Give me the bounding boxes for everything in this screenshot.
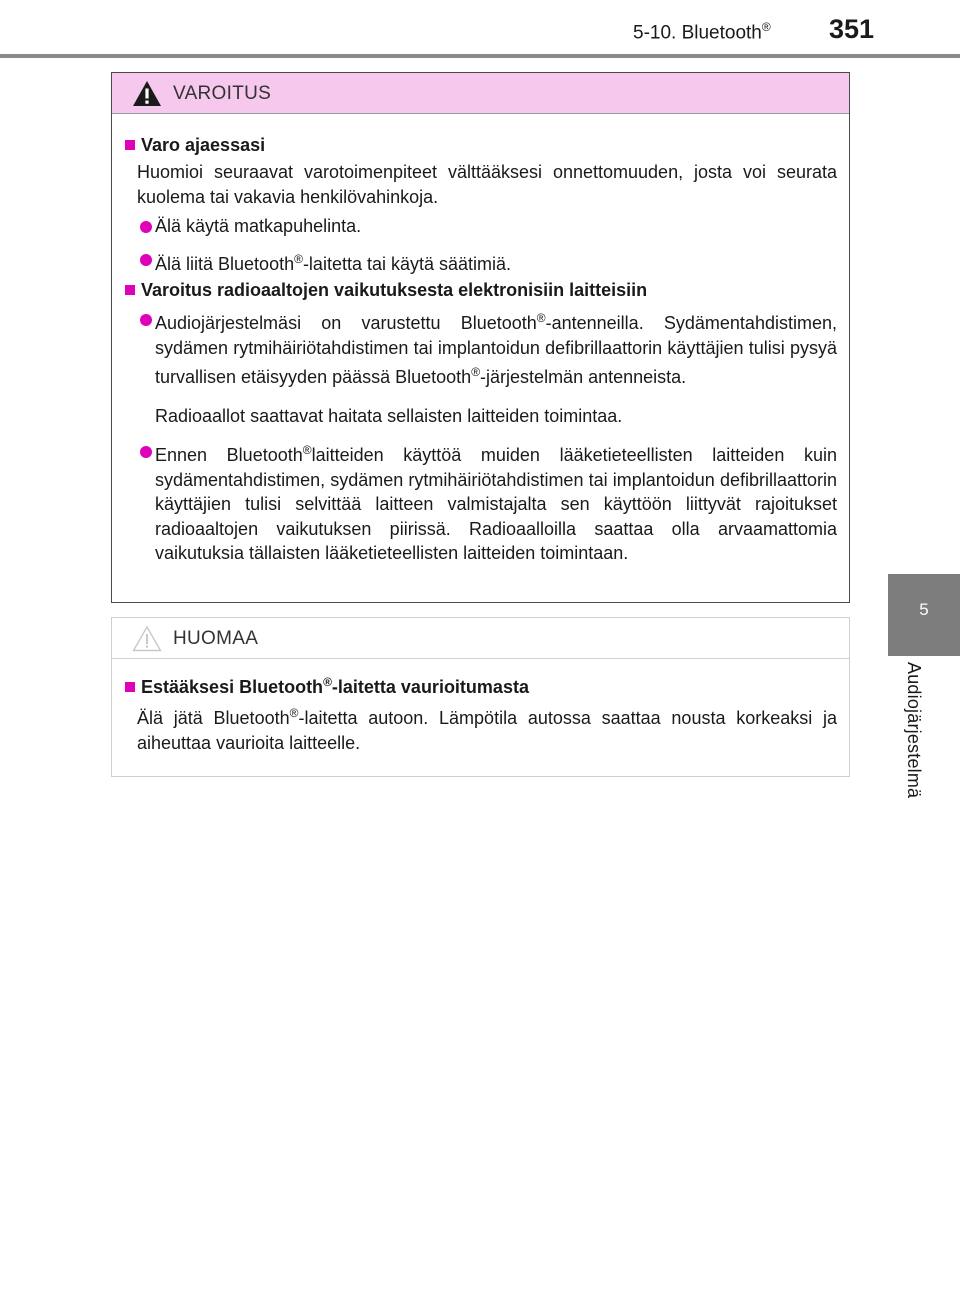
round-bullet-icon <box>140 314 152 326</box>
warning-bullet-phone: Älä käytä matkapuhelinta. <box>155 216 362 236</box>
chapter-tab <box>888 574 960 656</box>
registered-mark: ® <box>761 20 771 34</box>
round-bullet-icon <box>140 254 152 266</box>
section-title: 5-10. Bluetooth <box>633 22 762 44</box>
caution-triangle-outline-icon <box>132 625 162 652</box>
page-number: 351 <box>829 14 875 44</box>
running-header-section <box>633 20 771 44</box>
square-bullet-icon <box>125 285 135 295</box>
warning-topic-radio: Varoitus radioaaltojen vaikutuksesta elektronisiin laitteisiin <box>125 280 647 301</box>
warning-bullet-medical: Ennen Bluetooth®laitteiden käyttöä muiden lääketieteellisten laitteiden kuin sydämentahdistimen, sydämen rytmihäiriötahdistimen tai implantoidun defibrillaattorin käyttäjien tulisi selvittää laitteen valmistajalta sen käyttöön liittyvät rajoitukset radioaaltojen vaikutuksen piirissä. Radioaalloilla saattaa olla arvaamattomia vaikutuksia tällaisten lääketieteellisten laitteiden toimintaan. <box>155 443 837 563</box>
notice-title: HUOMAA <box>173 628 259 649</box>
warning-triangle-icon <box>132 80 162 107</box>
notice-topic: Estääksesi Bluetooth®-laitetta vaurioitumasta <box>125 675 529 698</box>
warning-bullet-pacemaker-note: Radioaallot saattavat haitata sellaisten laitteiden toimintaa. <box>155 406 623 426</box>
warning-bullet-connect: Älä liitä Bluetooth®-laitetta tai käytä säätimiä. <box>155 252 512 274</box>
notice-header <box>112 618 849 659</box>
header-rule <box>0 54 960 58</box>
warning-topic-driving: Varo ajaessasi <box>125 135 265 156</box>
square-bullet-icon <box>125 682 135 692</box>
square-bullet-icon <box>125 140 135 150</box>
chapter-number: 5 <box>919 600 929 619</box>
warning-topic-driving-text: Huomioi seuraavat varotoimenpiteet välttääksesi onnettomuuden, josta voi seurata kuolema tai vakavia henkilövahinkoja. <box>137 162 837 207</box>
warning-box <box>111 72 850 603</box>
warning-title: VAROITUS <box>173 83 272 104</box>
warning-bullet-pacemaker: Audiojärjestelmäsi on varustettu Bluetooth®-antenneilla. Sydämentahdistimen, sydämen rytmihäiriötahdistimen tai implantoidun defibrillaattorin käyttäjien tulisi pysyä turvallisen etäisyyden päässä Bluetooth®-järjestelmän antenneista. <box>155 311 837 387</box>
chapter-label: Audiojärjestelmä <box>904 662 924 799</box>
round-bullet-icon <box>140 221 152 233</box>
round-bullet-icon <box>140 446 152 458</box>
notice-box <box>111 617 850 777</box>
notice-text: Älä jätä Bluetooth®-laitetta autoon. Lämpötila autossa saattaa nousta korkeaksi ja aiheuttaa vaurioita laitteelle. <box>137 706 837 753</box>
warning-header <box>112 73 849 114</box>
